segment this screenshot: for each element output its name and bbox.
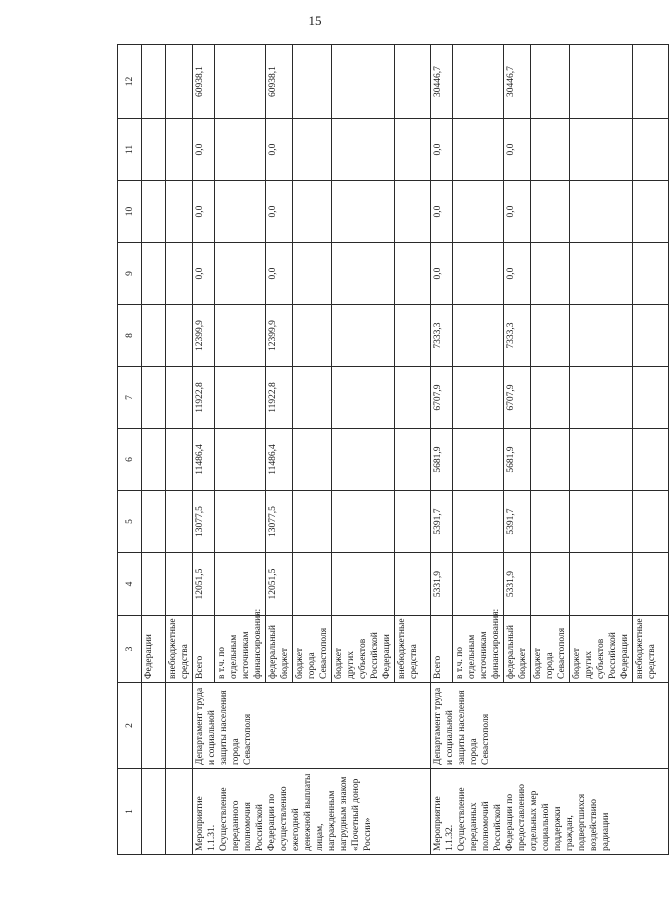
funding-value bbox=[633, 367, 669, 429]
measure-title: Мероприятие 1.1.31. Осуществление переданного полномочия Российской Федерации по осуществлению ежегодной денежной выплаты лицам, награжденным нагрудным знаком «Почетный донор России» bbox=[193, 769, 431, 855]
continuation-row bbox=[142, 45, 166, 855]
funding-value bbox=[453, 243, 504, 305]
empty-cell bbox=[166, 683, 193, 769]
funding-value bbox=[395, 243, 431, 305]
funding-value: 6707,9 bbox=[504, 367, 531, 429]
funding-value: 0,0 bbox=[431, 243, 453, 305]
funding-value bbox=[332, 553, 395, 616]
funding-value bbox=[293, 553, 332, 616]
funding-value bbox=[395, 45, 431, 119]
column-number: 6 bbox=[118, 429, 142, 491]
funding-value bbox=[531, 367, 570, 429]
funding-value bbox=[215, 45, 266, 119]
funding-value bbox=[453, 491, 504, 553]
funding-source: Федерации bbox=[142, 616, 166, 683]
funding-value bbox=[332, 491, 395, 553]
rotated-table-container bbox=[117, 45, 657, 855]
empty-cell bbox=[142, 553, 166, 616]
funding-source: бюджет города Севастополя bbox=[293, 616, 332, 683]
empty-cell bbox=[166, 429, 193, 491]
funding-value bbox=[395, 491, 431, 553]
funding-source: бюджет других субъектов Российской Федерации bbox=[332, 616, 395, 683]
funding-source: Всего bbox=[193, 616, 215, 683]
empty-cell bbox=[142, 45, 166, 119]
funding-value: 11486,4 bbox=[266, 429, 293, 491]
funding-value bbox=[531, 429, 570, 491]
column-number: 12 bbox=[118, 45, 142, 119]
funding-value bbox=[570, 553, 633, 616]
funding-value bbox=[453, 367, 504, 429]
column-number: 3 bbox=[118, 616, 142, 683]
funding-value bbox=[570, 119, 633, 181]
funding-value bbox=[332, 367, 395, 429]
funding-value bbox=[332, 181, 395, 243]
funding-value bbox=[531, 243, 570, 305]
funding-value bbox=[293, 305, 332, 367]
funding-value bbox=[570, 491, 633, 553]
funding-value: 5331,9 bbox=[431, 553, 453, 616]
column-number: 8 bbox=[118, 305, 142, 367]
funding-value: 6707,9 bbox=[431, 367, 453, 429]
empty-cell bbox=[142, 367, 166, 429]
funding-value: 0,0 bbox=[504, 243, 531, 305]
funding-value bbox=[293, 367, 332, 429]
funding-source: бюджет других субъектов Российской Федерации bbox=[570, 616, 633, 683]
funding-value bbox=[395, 367, 431, 429]
funding-value: 0,0 bbox=[266, 119, 293, 181]
empty-cell bbox=[166, 491, 193, 553]
empty-cell bbox=[142, 429, 166, 491]
funding-value bbox=[531, 491, 570, 553]
funding-value: 11922,8 bbox=[266, 367, 293, 429]
funding-value bbox=[332, 243, 395, 305]
empty-cell bbox=[142, 119, 166, 181]
funding-value bbox=[633, 119, 669, 181]
financing-table bbox=[117, 44, 669, 855]
funding-value: 5391,7 bbox=[431, 491, 453, 553]
page-number: 15 bbox=[308, 13, 322, 28]
funding-value bbox=[453, 553, 504, 616]
empty-cell bbox=[166, 119, 193, 181]
funding-value bbox=[332, 429, 395, 491]
measure-row bbox=[193, 45, 215, 855]
funding-value bbox=[293, 45, 332, 119]
funding-value bbox=[531, 45, 570, 119]
funding-value bbox=[215, 119, 266, 181]
funding-source: бюджет города Севастополя bbox=[531, 616, 570, 683]
funding-value bbox=[570, 305, 633, 367]
funding-value: 11486,4 bbox=[193, 429, 215, 491]
empty-cell bbox=[166, 367, 193, 429]
empty-cell bbox=[166, 553, 193, 616]
column-number: 7 bbox=[118, 367, 142, 429]
column-number: 11 bbox=[118, 119, 142, 181]
funding-value: 0,0 bbox=[504, 181, 531, 243]
funding-value bbox=[215, 243, 266, 305]
funding-value: 0,0 bbox=[193, 119, 215, 181]
funding-value: 60938,1 bbox=[266, 45, 293, 119]
column-number: 9 bbox=[118, 243, 142, 305]
funding-value bbox=[453, 45, 504, 119]
funding-value bbox=[633, 553, 669, 616]
funding-source: в т.ч. по отдельным источникам финансирования: bbox=[453, 616, 504, 683]
funding-value: 30446,7 bbox=[431, 45, 453, 119]
empty-cell bbox=[166, 181, 193, 243]
funding-value bbox=[531, 305, 570, 367]
funding-value bbox=[293, 491, 332, 553]
funding-value: 7333,3 bbox=[504, 305, 531, 367]
empty-cell bbox=[142, 683, 166, 769]
funding-value: 0,0 bbox=[431, 119, 453, 181]
funding-value: 12399,9 bbox=[266, 305, 293, 367]
funding-value: 5331,9 bbox=[504, 553, 531, 616]
funding-source: в т.ч. по отдельным источникам финансирования: bbox=[215, 616, 266, 683]
funding-value: 0,0 bbox=[193, 243, 215, 305]
funding-value: 12399,9 bbox=[193, 305, 215, 367]
funding-value bbox=[395, 553, 431, 616]
measure-row bbox=[431, 45, 453, 855]
funding-value bbox=[293, 119, 332, 181]
funding-value bbox=[633, 243, 669, 305]
funding-value bbox=[633, 45, 669, 119]
measure-executor: Департамент труда и социальной защиты населения города Севастополя bbox=[431, 683, 669, 769]
empty-cell bbox=[142, 181, 166, 243]
funding-value: 30446,7 bbox=[504, 45, 531, 119]
funding-value: 12051,5 bbox=[266, 553, 293, 616]
column-number-row bbox=[118, 45, 142, 855]
funding-value: 5391,7 bbox=[504, 491, 531, 553]
funding-value: 0,0 bbox=[504, 119, 531, 181]
funding-value bbox=[531, 119, 570, 181]
funding-value: 5681,9 bbox=[504, 429, 531, 491]
funding-value bbox=[453, 119, 504, 181]
empty-cell bbox=[166, 305, 193, 367]
funding-value bbox=[570, 45, 633, 119]
funding-value bbox=[215, 553, 266, 616]
empty-cell bbox=[142, 769, 166, 855]
funding-value: 13077,5 bbox=[193, 491, 215, 553]
funding-value: 13077,5 bbox=[266, 491, 293, 553]
column-number: 1 bbox=[118, 769, 142, 855]
funding-value bbox=[395, 305, 431, 367]
table-body bbox=[118, 45, 669, 855]
empty-cell bbox=[166, 45, 193, 119]
empty-cell bbox=[142, 491, 166, 553]
funding-value bbox=[332, 119, 395, 181]
funding-value bbox=[215, 367, 266, 429]
funding-value bbox=[453, 305, 504, 367]
funding-value: 5681,9 bbox=[431, 429, 453, 491]
funding-value: 0,0 bbox=[266, 181, 293, 243]
funding-value bbox=[293, 181, 332, 243]
funding-value bbox=[570, 367, 633, 429]
funding-value bbox=[293, 429, 332, 491]
funding-source: внебюджетные средства bbox=[395, 616, 431, 683]
column-number: 5 bbox=[118, 491, 142, 553]
funding-value bbox=[395, 181, 431, 243]
column-number: 4 bbox=[118, 553, 142, 616]
funding-value bbox=[395, 119, 431, 181]
funding-value bbox=[453, 181, 504, 243]
funding-source: Всего bbox=[431, 616, 453, 683]
empty-cell bbox=[166, 243, 193, 305]
measure-title: Мероприятие 1.1.32. Осуществление переданных полномочий Российской Федерации по предоставлению отдельных мер социальной поддержки граждан, подвергшихся воздействию радиации bbox=[431, 769, 669, 855]
funding-value: 60938,1 bbox=[193, 45, 215, 119]
funding-value bbox=[633, 305, 669, 367]
funding-value bbox=[531, 553, 570, 616]
funding-value bbox=[332, 45, 395, 119]
empty-cell bbox=[142, 305, 166, 367]
funding-value: 11922,8 bbox=[193, 367, 215, 429]
funding-value bbox=[453, 429, 504, 491]
funding-value bbox=[633, 429, 669, 491]
funding-value: 12051,5 bbox=[193, 553, 215, 616]
funding-value: 0,0 bbox=[431, 181, 453, 243]
funding-value bbox=[570, 429, 633, 491]
funding-value bbox=[633, 181, 669, 243]
funding-value bbox=[570, 181, 633, 243]
funding-source: федеральный бюджет bbox=[504, 616, 531, 683]
measure-executor: Департамент труда и социальной защиты населения города Севастополя bbox=[193, 683, 431, 769]
funding-value bbox=[293, 243, 332, 305]
funding-value: 0,0 bbox=[193, 181, 215, 243]
empty-cell bbox=[142, 243, 166, 305]
funding-source: федеральный бюджет bbox=[266, 616, 293, 683]
funding-value bbox=[215, 305, 266, 367]
funding-value bbox=[633, 491, 669, 553]
funding-value bbox=[215, 181, 266, 243]
funding-source: внебюджетные средства bbox=[633, 616, 669, 683]
funding-value bbox=[215, 429, 266, 491]
funding-source: внебюджетные средства bbox=[166, 616, 193, 683]
funding-value: 7333,3 bbox=[431, 305, 453, 367]
empty-cell bbox=[166, 769, 193, 855]
continuation-row bbox=[166, 45, 193, 855]
funding-value bbox=[395, 429, 431, 491]
funding-value bbox=[215, 491, 266, 553]
column-number: 2 bbox=[118, 683, 142, 769]
funding-value: 0,0 bbox=[266, 243, 293, 305]
funding-value bbox=[332, 305, 395, 367]
column-number: 10 bbox=[118, 181, 142, 243]
funding-value bbox=[531, 181, 570, 243]
funding-value bbox=[570, 243, 633, 305]
